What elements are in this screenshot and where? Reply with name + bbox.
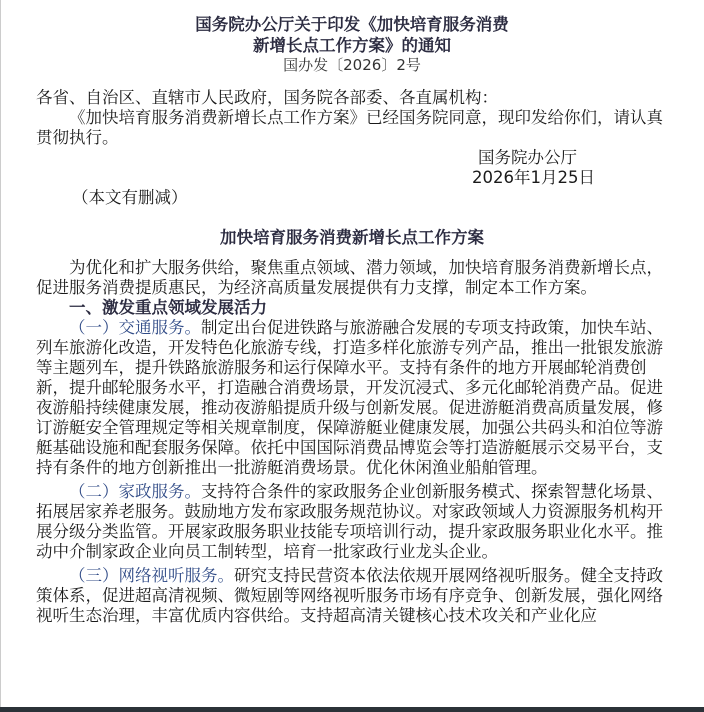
item-label: （三）网络视听服务。 (69, 566, 234, 585)
item-label: （二）家政服务。 (69, 482, 201, 501)
section-heading: 一、激发重点领域发展活力 (69, 298, 267, 317)
item-online-av (36, 566, 668, 626)
left-border (0, 0, 1, 707)
document-number: 国办发〔2026〕2号 (283, 56, 421, 74)
bottom-bar (0, 707, 704, 712)
item-text: 研究支持民营资本依法依规开展网络视听服务。健全支持政策体系，促进超高清视频、微短剧等网络视听服务市场有序竞争、创新发展，强化网络视听生态治理，丰富优质内容供给。支持超高清关键核心技术攻关和产业化应 (36, 566, 663, 625)
notice-title-line1: 国务院办公厅关于印发《加快培育服务消费 (195, 15, 509, 34)
abridged-note: （本文有删减） (72, 188, 188, 207)
document (36, 14, 668, 626)
item-label: （一）交通服务。 (69, 318, 201, 337)
notice-title-line2: 新增长点工作方案》的通知 (253, 36, 451, 55)
item-housekeeping (36, 482, 668, 562)
item-text: 支持符合条件的家政服务企业创新服务模式、探索智慧化场景、拓展居家养老服务。鼓励地方发布家政服务规范协议。对家政领域人力资源服务机构开展分级分类监管。开展家政服务职业技能专项培训行动，提升家政服务职业化水平。推动中介制家政企业向员工制转型，培育一批家政行业龙头企业。 (36, 482, 663, 561)
issuer: 国务院办公厅 (478, 148, 577, 167)
notice-body: 《加快培育服务消费新增长点工作方案》已经国务院同意，现印发给你们，请认真贯彻执行。 (36, 108, 663, 147)
addressees: 各省、自治区、直辖市人民政府，国务院各部委、各直属机构： (36, 88, 498, 107)
item-text: 制定出台促进铁路与旅游融合发展的专项支持政策，加快车站、列车旅游化改造，开发特色化旅游专线，打造多样化旅游专列产品，推出一批银发旅游等主题列车，提升铁路旅游服务和运行保障水平。支持有条件的地方开展邮轮消费创新，提升邮轮服务水平，打造融合消费场景，开发沉浸式、多元化邮轮消费产品。促进夜游船持续健康发展，推动夜游船提质升级与创新发展。促进游艇消费高质量发展，修订游艇安全管理规定等相关规章制度，保障游艇业健康发展，加强公共码头和泊位等游艇基础设施和配套服务保障。依托中国国际消费品博览会等打造游艇展示交易平台，支持有条件的地方创新推出一批游艇消费场景。优化休闲渔业船舶管理。 (36, 318, 663, 477)
plan-title: 加快培育服务消费新增长点工作方案 (220, 228, 484, 247)
issue-date: 2026年1月25日 (472, 168, 595, 187)
item-transport (36, 318, 668, 478)
plan-intro: 为优化和扩大服务供给，聚焦重点领域、潜力领域，加快培育服务消费新增长点，促进服务消费提质惠民，为经济高质量发展提供有力支撑，制定本工作方案。 (36, 258, 663, 297)
